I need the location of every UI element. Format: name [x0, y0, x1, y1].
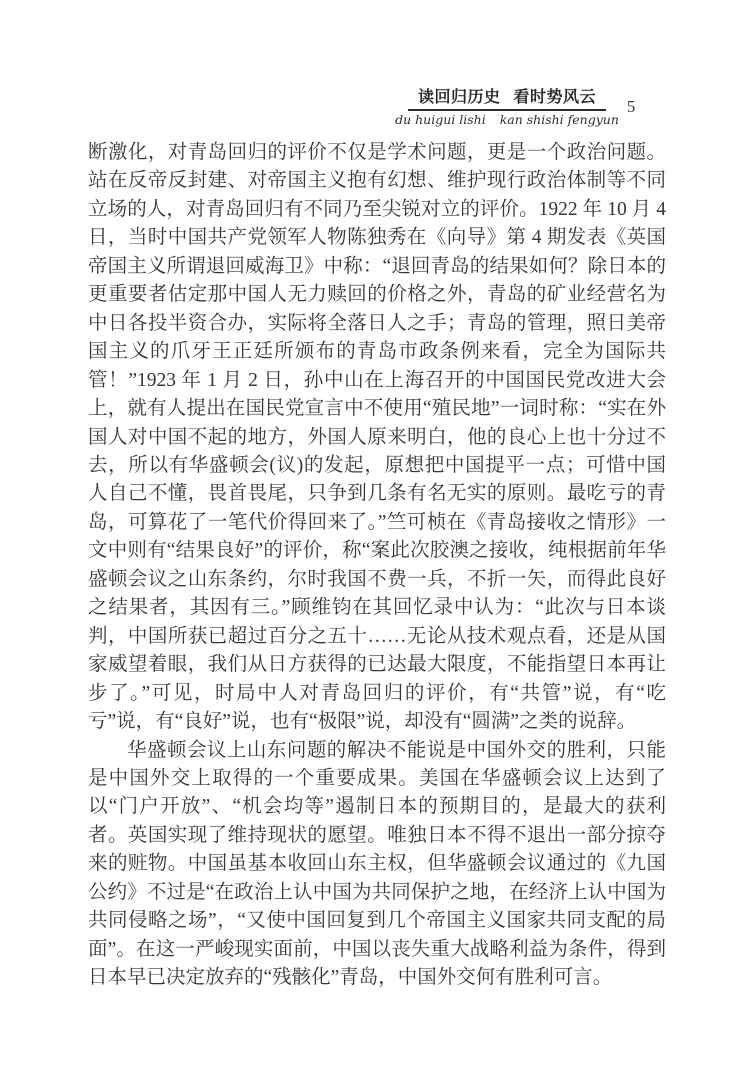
running-head-rule — [408, 109, 606, 111]
page-number: 5 — [627, 97, 636, 116]
running-head-pinyin — [395, 112, 619, 127]
body-paragraph: 断激化，对青岛回归的评价不仅是学术问题，更是一个政治问题。站在反帝反封建、对帝国主义抱有幻想、维护现行政治体制等不同立场的人，对青岛回归有不同乃至尖锐对立的评价。1922 年 10 月 4 日，当时中国共产党领军人物陈独秀在《向导》第 4 期发表《英国帝国主义所谓退回威海卫》中称：“退回青岛的结果如何？除日本的更重要者估定那中国人无力赎回的价格之外，青岛的矿业经营名为中日各投半资合办，实际将全落日人之手；青岛的管理，照日美帝国主义的爪牙王正廷所颁布的青岛市政条例来看，完全为国际共管！”1923 年 1 月 2 日，孙中山在上海召开的中国国民党改进大会上，就有人提出在国民党宣言中不使用“殖民地”一词时称：“实在外国人对中国不起的地方，外国人原来明白，他的良心上也十分过不去，所以有华盛顿会(议)的发起，原想把中国提平一点；可惜中国人自己不懂，畏首畏尾，只争到几条有名无实的原则。最吃亏的青岛，可算花了一笔代价得回来了。”竺可桢在《青岛接收之情形》一文中则有“结果良好”的评价，称“案此次胶澳之接收，纯根据前年华盛顿会议之山东条约，尔时我国不费一兵，不折一矢，而得此良好之结果者，其因有三。”顾维钧在其回忆录中认为：“此次与日本谈判，中国所获已超过百分之五十……无论从技术观点看，还是从国家威望着眼，我们从日方获得的已达最大限度，不能指望日本再让步了。”可见，时局中人对青岛回归的评价，有“共管”说，有“吃亏”说，有“良好”说，也有“极限”说，却没有“圆满”之类的说辞。 — [88, 142, 666, 733]
running-head-pinyin-left: du huigui lishi — [395, 112, 486, 127]
running-head-title-right: 看时势风云 — [513, 89, 597, 106]
running-head-pinyin-right: kan shishi fengyun — [499, 112, 619, 127]
running-head-title — [408, 90, 606, 106]
running-head — [395, 89, 619, 127]
body-paragraph: 华盛顿会议上山东问题的解决不能说是中国外交的胜利，只能是中国外交上取得的一个重要成果。美国在华盛顿会议上达到了以“门户开放”、“机会均等”遏制日本的预期目的，是最大的获利者。英国实现了维持现状的愿望。唯独日本不得不退出一部分掠夺来的赃物。中国虽基本收回山东主权，但华盛顿会议通过的《九国公约》不过是“在政治上认中国为共同保护之地，在经济上认中国为共同侵略之场”，“又使中国回复到几个帝国主义国家共同支配的局面”。在这一严峻现实面前，中国以丧失重大战略利益为条件，得到日本早已决定放弃的“残骸化”青岛，中国外交何有胜利可言。 — [88, 739, 666, 989]
body-text — [88, 139, 666, 993]
running-head-title-left: 读回归历史 — [417, 89, 501, 106]
